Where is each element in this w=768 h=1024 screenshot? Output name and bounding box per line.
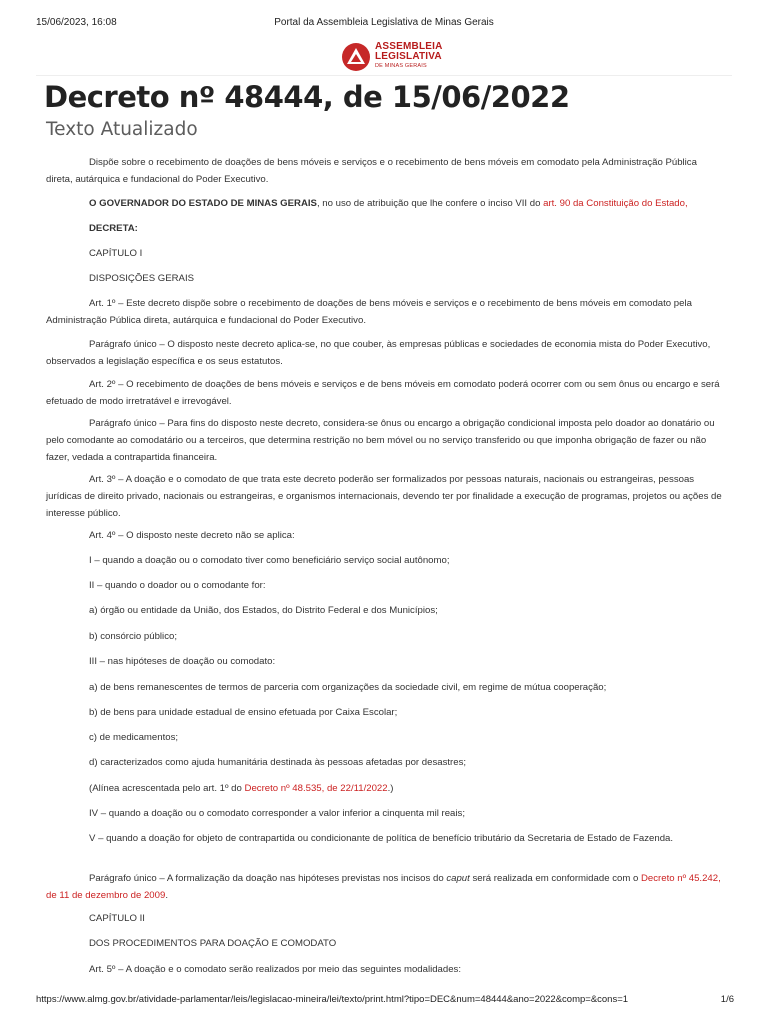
constitution-link[interactable]: art. 90 da Constituição do Estado — [543, 198, 685, 209]
decreta: DECRETA: — [89, 223, 138, 234]
page-title: Decreto nº 48444, de 15/06/2022 — [44, 80, 570, 114]
ementa: Dispõe sobre o recebimento de doações de bens móveis e serviços e o recebimento de bens móveis em comodato pela Administração Pública direta, autárquica e fundacional do Poder Executivo. — [46, 157, 697, 185]
article-4-item-iii-d: d) caracterizados como ajuda humanitária destinada às pessoas afetadas por desastres; — [89, 757, 467, 768]
logo-line-2: LEGISLATIVA — [375, 51, 442, 62]
article-3: Art. 3º – A doação e o comodato de que trata este decreto poderão ser formalizados por pessoas naturais, nacionais ou estrangeiras, pessoas jurídicas de direito privado, nacionais ou estrangeiras, e organismos internacionais, devendo ter por finalidade a execução de programas, projetos ou ações de interesse público. — [46, 474, 722, 519]
page-number: 1/6 — [720, 994, 734, 1005]
article-4-item-ii-a: a) órgão ou entidade da União, dos Estados, do Distrito Federal e dos Municípios; — [89, 605, 438, 616]
chapter-2-heading: CAPÍTULO II — [89, 913, 145, 924]
article-2-paragraph: Parágrafo único – Para fins do disposto neste decreto, considera-se ônus ou encargo a obrigação condicional imposta pelo doador ao donatário ou pelo comodante ao comodatário ou a terceiros, que determina restrição no bem móvel ou no serviço transferido ou que imponha obrigação de fazer ou não fazer, vedada a contrapartida financeira. — [46, 418, 715, 463]
article-4-paragraph — [46, 871, 722, 905]
amendment-note — [46, 781, 722, 798]
article-4-item-v: V – quando a doação for objeto de contrapartida ou condicionante de política de benefício tributário da Secretaria de Estado de Fazenda. — [89, 833, 674, 844]
article-4: Art. 4º – O disposto neste decreto não se aplica: — [89, 530, 295, 541]
article-2: Art. 2º – O recebimento de doações de bens móveis e serviços e de bens móveis em comodato poderá ocorrer com ou sem ônus ou encargo e será efetuado de modo irretratável e irrevogável. — [46, 379, 720, 407]
print-url: https://www.almg.gov.br/atividade-parlamentar/leis/legislacao-mineira/lei/texto/print.html?tipo=DEC&num=48444&ano=2022&comp=&cons=1 — [36, 994, 629, 1005]
logo-line-1: ASSEMBLEIA — [375, 41, 443, 52]
article-4-item-iv: IV – quando a doação ou o comodato corresponder a valor inferior a cinquenta mil reais; — [89, 808, 465, 819]
almg-logo[interactable] — [341, 41, 443, 74]
preamble-end: , — [684, 198, 688, 209]
header-divider — [36, 75, 732, 76]
logo-line-3: DE MINAS GERAIS — [375, 63, 427, 69]
note-prefix: (Alínea acrescentada pelo art. 1º do — [89, 783, 245, 794]
art4-par-prefix: Parágrafo único – A formalização da doação nas hipóteses previstas nos incisos do — [89, 873, 447, 884]
article-4-item-iii-c: c) de medicamentos; — [89, 732, 179, 743]
article-1-paragraph: Parágrafo único – O disposto neste decreto aplica-se, no que couber, às empresas públicas e sociedades de economia mista do Poder Executivo, observados a legislação específica e os seus estatutos. — [46, 339, 711, 367]
article-4-item-ii-b: b) consórcio público; — [89, 631, 177, 642]
article-4-item-iii-a: a) de bens remanescentes de termos de parceria com organizações da sociedade civil, em regime de mútua cooperação; — [89, 682, 607, 693]
decree-45242-link[interactable]: Decreto nº 45.242, de 11 de dezembro de 2009 — [46, 873, 721, 901]
print-site-title: Portal da Assembleia Legislativa de Minas Gerais — [274, 17, 494, 28]
art4-par-mid: será realizada em conformidade com o — [469, 873, 641, 884]
page-subtitle: Texto Atualizado — [46, 119, 198, 140]
note-suffix: .) — [387, 783, 394, 794]
chapter-1-heading: CAPÍTULO I — [89, 248, 143, 259]
article-4-item-iii: III – nas hipóteses de doação ou comodato: — [89, 656, 276, 667]
print-datetime: 15/06/2023, 16:08 — [36, 17, 117, 28]
caput-term: caput — [446, 873, 470, 884]
article-5: Art. 5º – A doação e o comodato serão realizados por meio das seguintes modalidades: — [89, 964, 462, 975]
article-4-item-i: I – quando a doação ou o comodato tiver como beneficiário serviço social autônomo; — [89, 555, 450, 566]
logo-text — [375, 42, 443, 70]
art4-par-end: . — [165, 889, 168, 901]
article-4-item-iii-b: b) de bens para unidade estadual de ensino efetuada por Caixa Escolar; — [89, 707, 398, 718]
decree-48535-link[interactable]: Decreto nº 48.535, de 22/11/2022 — [244, 783, 388, 794]
article-1: Art. 1º – Este decreto dispõe sobre o recebimento de doações de bens móveis e serviços e o recebimento de bens móveis em comodato pela Administração Pública direta, autárquica e fundacional do Poder Executivo. — [46, 298, 692, 326]
preamble-governor: O GOVERNADOR DO ESTADO DE MINAS GERAIS — [89, 198, 317, 209]
preamble — [46, 196, 722, 213]
preamble-text: , no uso de atribuição que lhe confere o inciso VII do — [316, 198, 544, 209]
almg-logo-icon — [341, 42, 371, 72]
chapter-1-title: DISPOSIÇÕES GERAIS — [89, 273, 195, 284]
article-4-item-ii: II – quando o doador ou o comodante for: — [89, 580, 266, 591]
chapter-2-title: DOS PROCEDIMENTOS PARA DOAÇÃO E COMODATO — [89, 938, 337, 949]
